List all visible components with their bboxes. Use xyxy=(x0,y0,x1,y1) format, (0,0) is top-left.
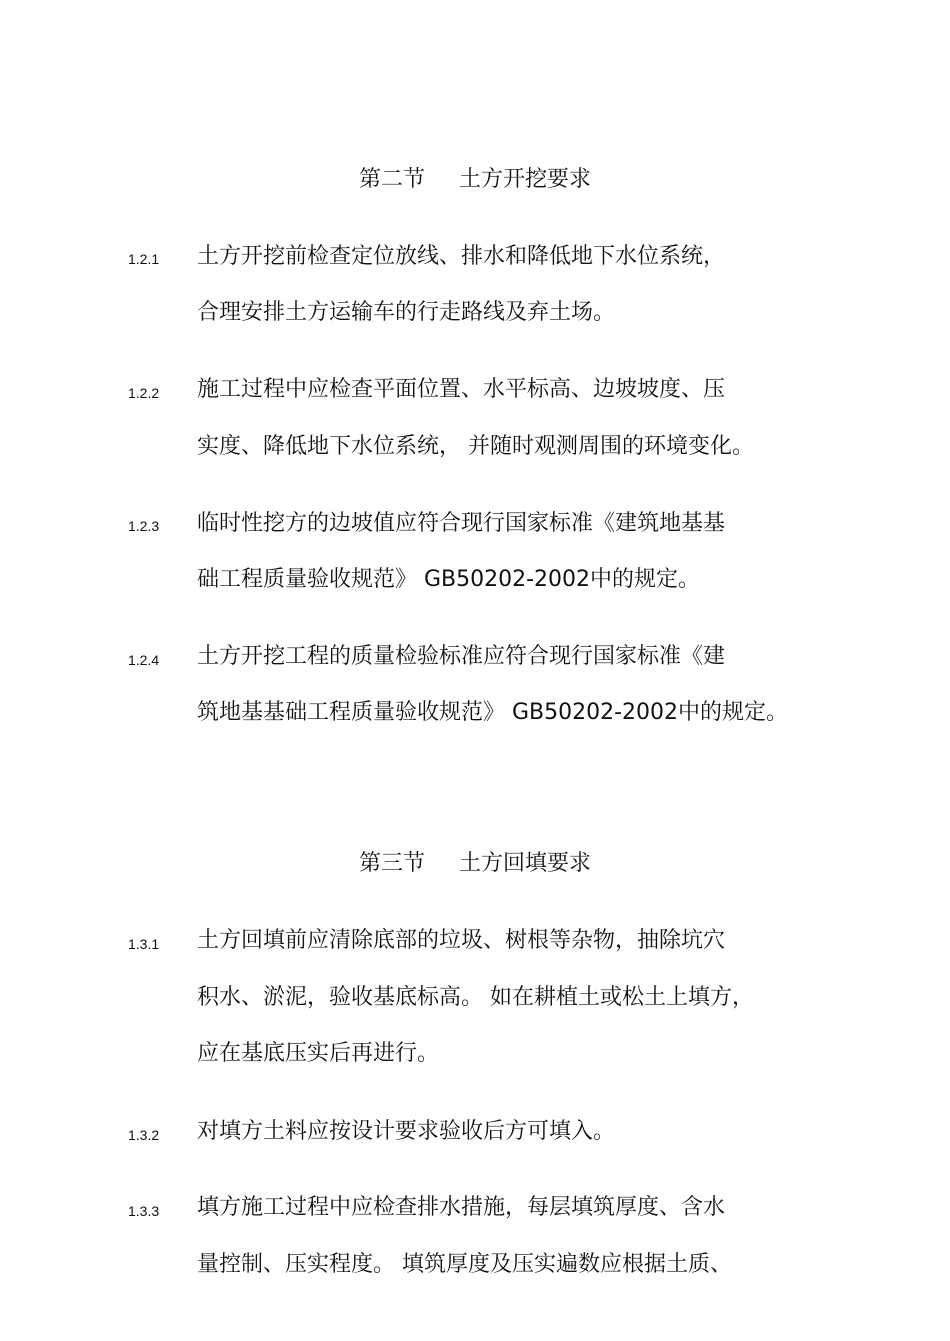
clause-text-line: 土方开挖前检查定位放线、排水和降低地下水位系统， xyxy=(197,244,726,269)
clause-text-line: 填方施工过程中应检查排水措施，每层填筑厚度、含水 xyxy=(197,1195,726,1220)
clause-number: 1.3.2 xyxy=(128,1127,160,1143)
clause-number: 1.2.4 xyxy=(128,652,160,668)
section-heading-2 xyxy=(0,165,950,195)
clause-text-line: 实度、降低地下水位系统， 并随时观测周围的环境变化。 xyxy=(197,434,754,459)
section-heading-2-title: 土方开挖要求 xyxy=(459,167,592,192)
clause-number: 1.3.1 xyxy=(128,936,160,952)
clause-number: 1.2.1 xyxy=(128,251,160,267)
clause-text-line: 应在基底压实后再进行。 xyxy=(197,1041,440,1066)
clause-text-line: 积水、淤泥，验收基底标高。 如在耕植土或松土上填方， xyxy=(197,985,754,1010)
section-heading-3-number: 第三节 xyxy=(358,851,425,876)
clause-text-line: 土方开挖工程的质量检验标准应符合现行国家标准《建 xyxy=(197,644,726,669)
section-heading-3 xyxy=(0,849,950,879)
clause-number: 1.2.3 xyxy=(128,518,160,534)
clause-number: 1.2.2 xyxy=(128,385,160,401)
clause-text-line: 临时性挖方的边坡值应符合现行国家标准《建筑地基基 xyxy=(197,511,726,536)
clause-number: 1.3.3 xyxy=(128,1203,160,1219)
clause-text-line: 土方回填前应清除底部的垃圾、树根等杂物，抽除坑穴 xyxy=(197,928,726,953)
clause-text-line: 合理安排土方运输车的行走路线及弃土场。 xyxy=(197,300,616,325)
section-heading-3-title: 土方回填要求 xyxy=(459,851,592,876)
clause-text-line: 对填方土料应按设计要求验收后方可填入。 xyxy=(197,1119,616,1144)
section-heading-2-number: 第二节 xyxy=(358,167,425,192)
clause-text-line: 量控制、压实程度。 填筑厚度及压实遍数应根据土质、 xyxy=(197,1252,732,1277)
clause-text-line: 筑地基基础工程质量验收规范》 GB50202-2002中的规定。 xyxy=(197,700,789,725)
clause-text-line: 施工过程中应检查平面位置、水平标高、边坡坡度、压 xyxy=(197,377,726,402)
clause-text-line: 础工程质量验收规范》 GB50202-2002中的规定。 xyxy=(197,567,701,592)
